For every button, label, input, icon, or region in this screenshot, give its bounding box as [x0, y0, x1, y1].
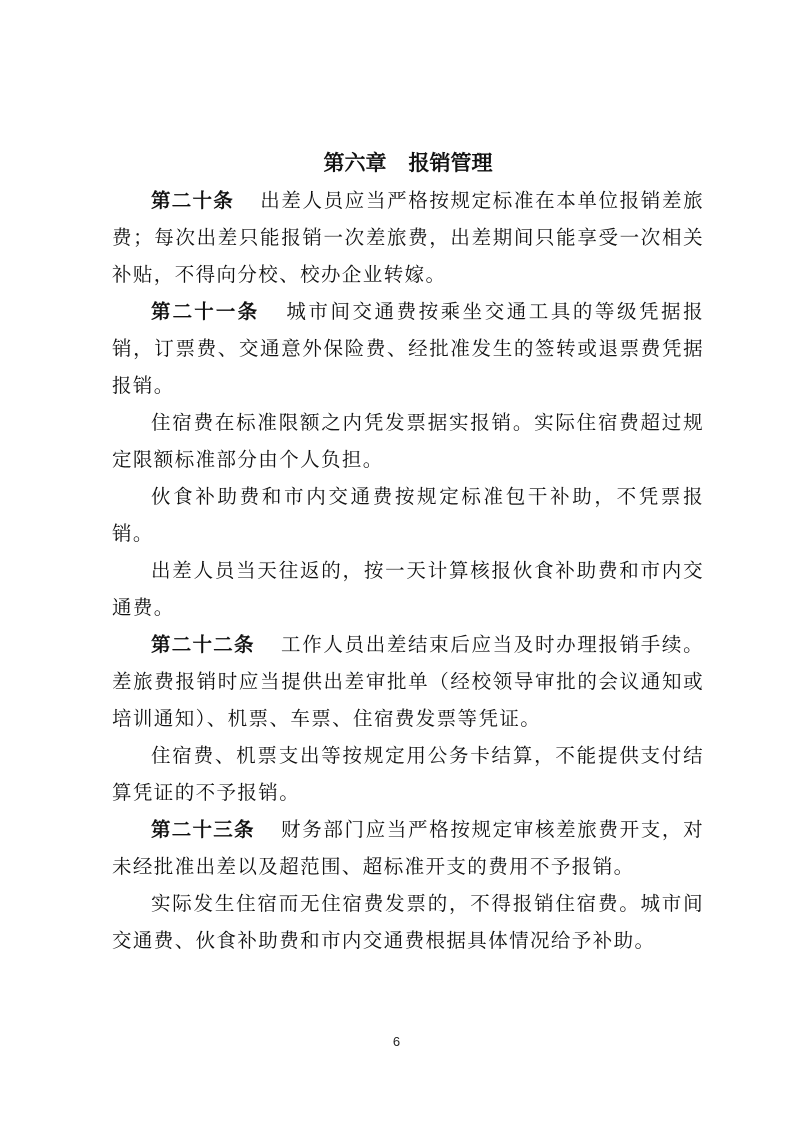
chapter-title [112, 146, 704, 180]
body-paragraph [112, 552, 704, 626]
paragraph-text: 实际发生住宿而无住宿费发票的，不得报销住宿费。城市间交通费、伙食补助费和市内交通费根据具体情况给予补助。 [112, 892, 704, 952]
article-heading: 第二十条 [151, 189, 234, 212]
paragraph-text: 伙食补助费和市内交通费按规定标准包干补助，不凭票报销。 [112, 485, 704, 545]
paragraph-text: 住宿费在标准限额之内凭发票据实报销。实际住宿费超过规定限额标准部分由个人负担。 [112, 411, 704, 471]
article-text: 城市间交通费按乘坐交通工具的等级凭据报销，订票费、交通意外保险费、经批准发生的签转或退票费凭据报销。 [112, 300, 704, 397]
paragraph-text: 出差人员当天往返的，按一天计算核报伙食补助费和市内交通费。 [112, 559, 704, 619]
article-text: 工作人员出差结束后应当及时办理报销手续。差旅费报销时应当提供出差审批单（经校领导审批的会议通知或培训通知）、机票、车票、住宿费发票等凭证。 [112, 633, 704, 730]
article-text: 财务部门应当严格按规定审核差旅费开支，对未经批准出差以及超范围、超标准开支的费用不予报销。 [112, 818, 704, 878]
body-paragraph [112, 478, 704, 552]
article-paragraph [112, 293, 704, 404]
page-content [112, 146, 704, 959]
article-paragraph [112, 182, 704, 293]
page-number: 6 [392, 1034, 401, 1049]
body-paragraph [112, 737, 704, 811]
article-heading: 第二十一条 [151, 300, 260, 323]
article-heading: 第二十三条 [151, 818, 255, 841]
chapter-number: 第六章 [323, 151, 387, 175]
chapter-name: 报销管理 [408, 151, 493, 175]
body-paragraph [112, 885, 704, 959]
body-paragraph [112, 404, 704, 478]
article-paragraph [112, 811, 704, 885]
article-paragraph [112, 626, 704, 737]
article-text: 出差人员应当严格按规定标准在本单位报销差旅费；每次出差只能报销一次差旅费，出差期间只能享受一次相关补贴，不得向分校、校办企业转嫁。 [112, 189, 704, 286]
paragraph-text: 住宿费、机票支出等按规定用公务卡结算，不能提供支付结算凭证的不予报销。 [112, 744, 704, 804]
article-heading: 第二十二条 [151, 633, 255, 656]
